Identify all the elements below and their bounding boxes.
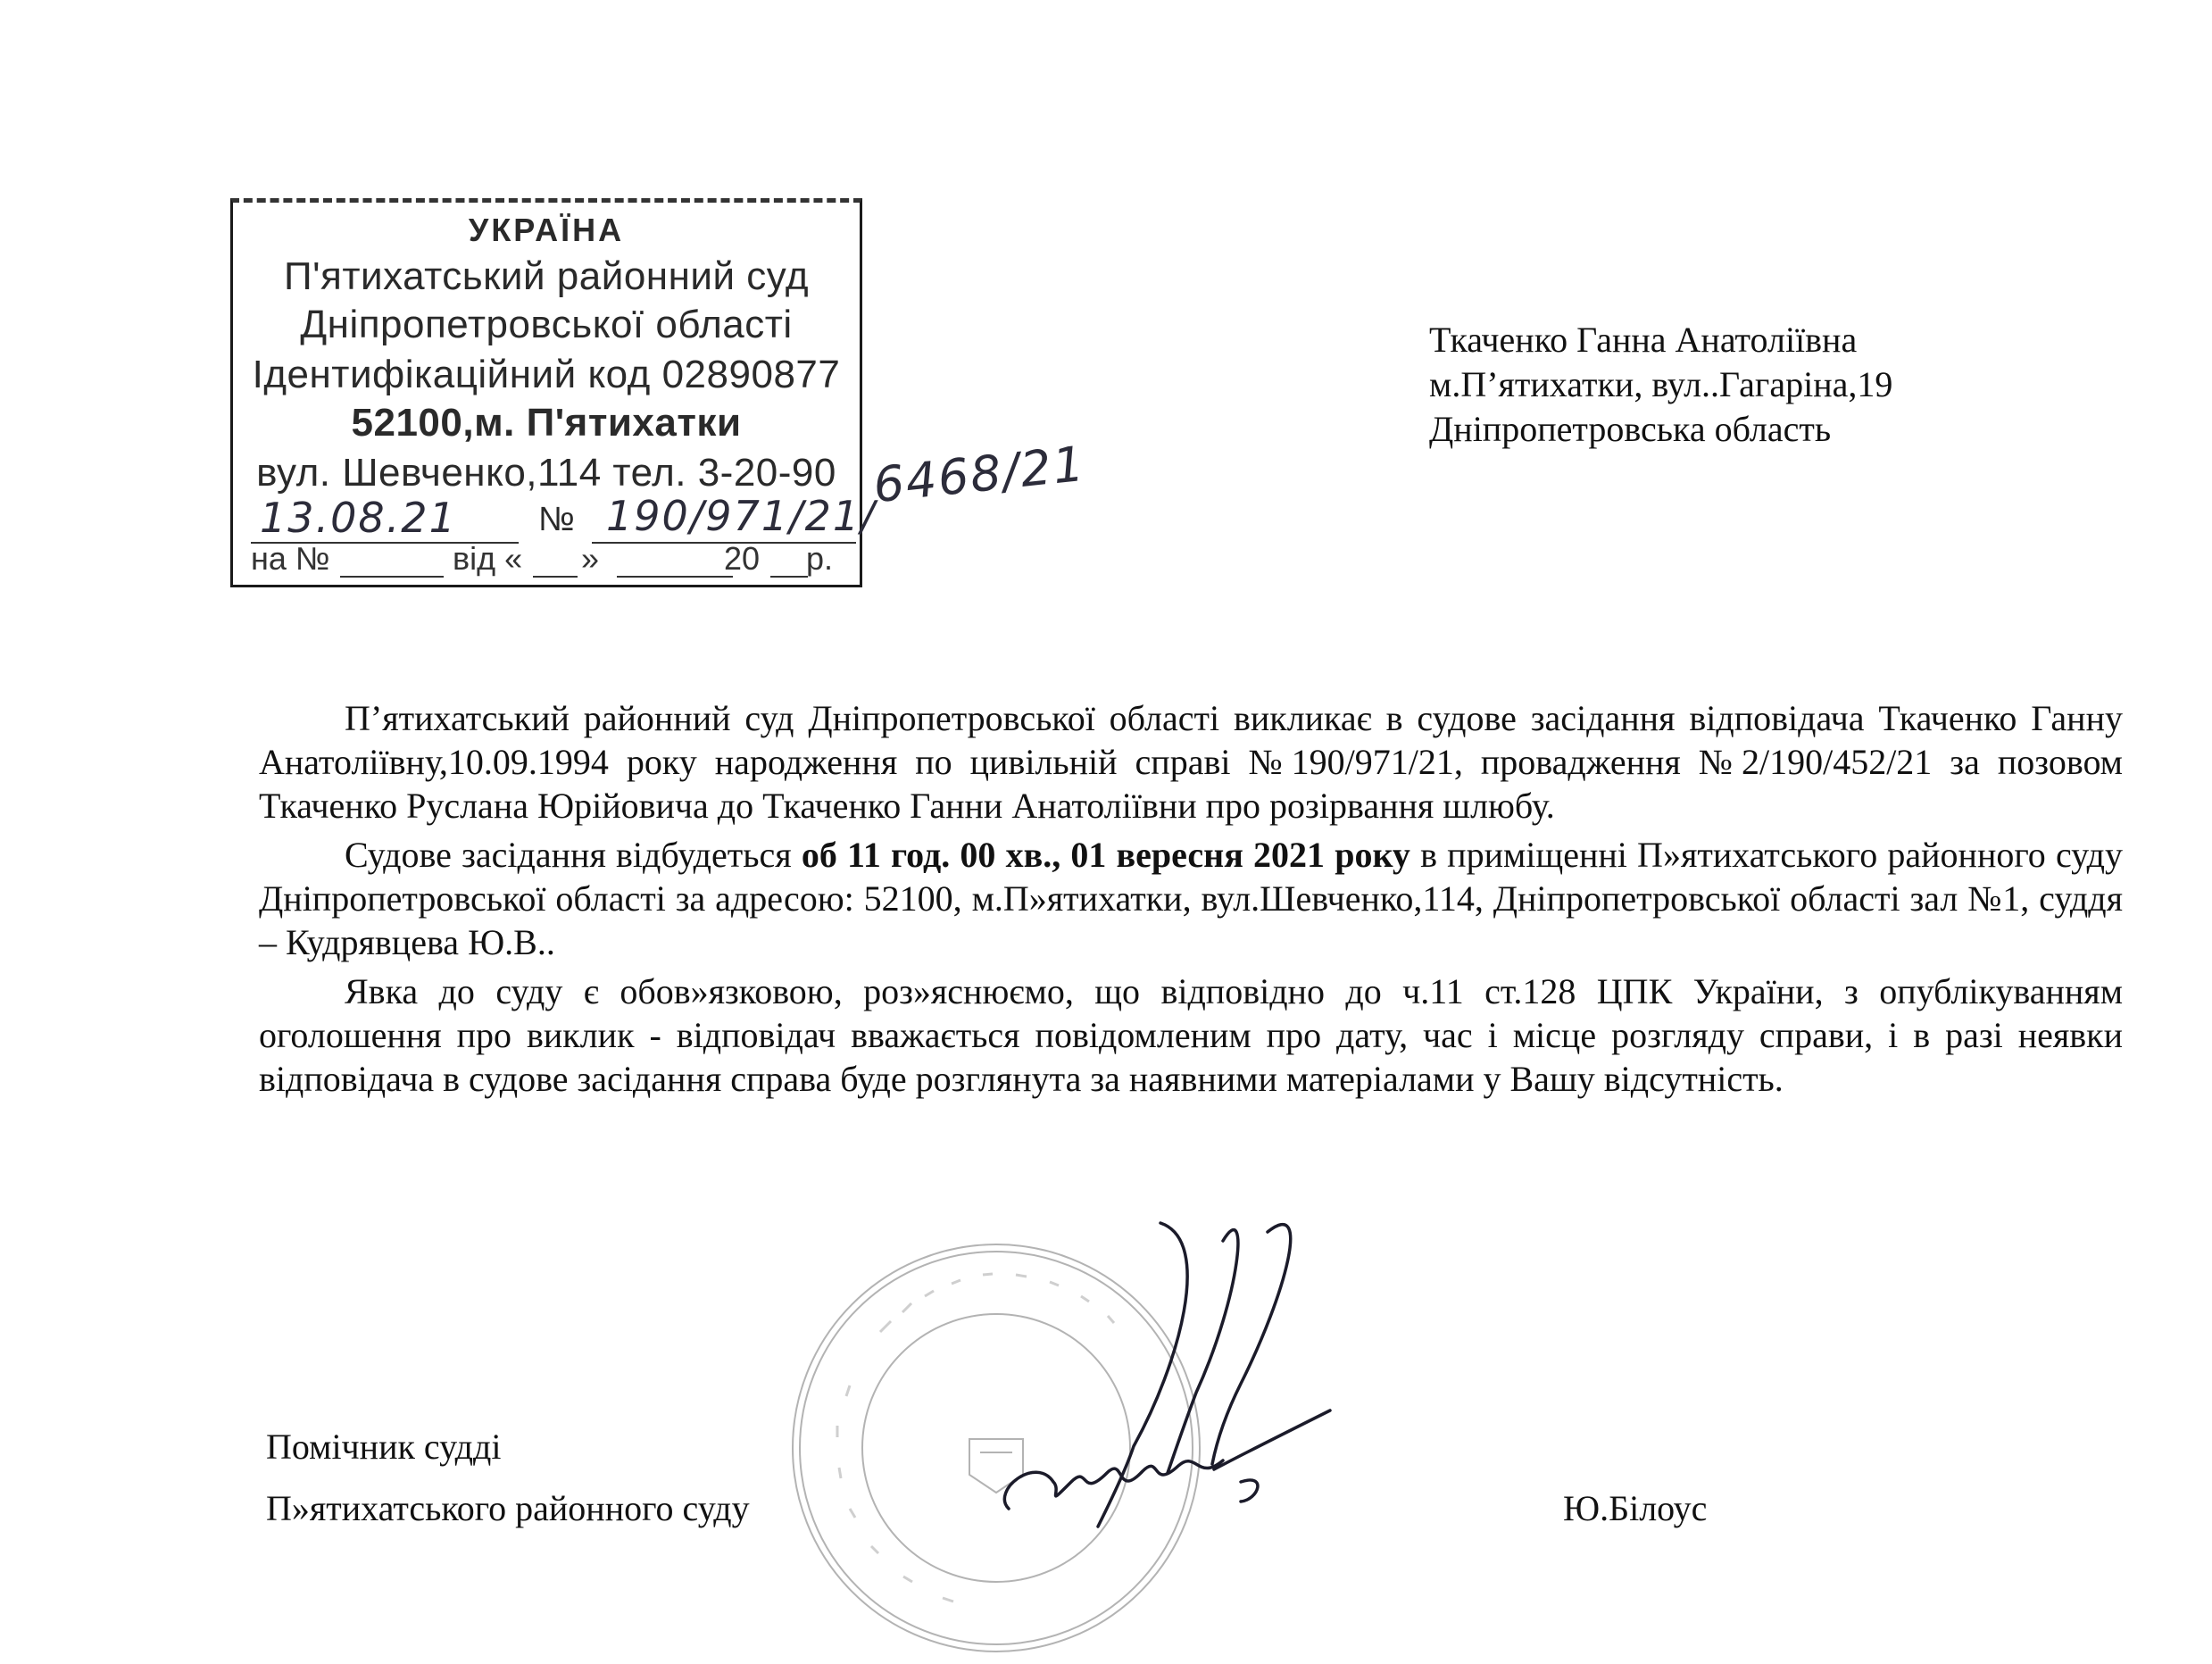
stamp-city: 52100,м. П'ятихатки bbox=[351, 401, 742, 445]
stamp-ref-underline-1 bbox=[340, 576, 444, 578]
addressee-name: Ткаченко Ганна Анатоліївна bbox=[1429, 320, 1858, 360]
registration-stamp bbox=[230, 198, 877, 587]
paragraph-hearing-time bbox=[259, 833, 2123, 964]
stamp-ref-underline-2 bbox=[533, 576, 578, 578]
signer-position-line-1: Помічник судді bbox=[266, 1427, 502, 1467]
stamp-handwritten-number-continued: 6468/21 bbox=[870, 435, 1088, 514]
stamp-reference-close: » bbox=[581, 540, 600, 577]
stamp-handwritten-date: 13.08.21 bbox=[260, 494, 457, 542]
stamp-country: УКРАЇНА bbox=[468, 212, 625, 248]
stamp-court-name: П'ятихатський районний суд bbox=[284, 254, 809, 298]
addressee-block bbox=[1429, 318, 1892, 452]
stamp-street: вул. Шевченко,114 тел. 3-20-90 bbox=[256, 451, 836, 495]
stamp-reference-from: від « bbox=[453, 540, 523, 577]
signature-stroke-4 bbox=[1004, 1460, 1223, 1509]
stamp-reference-label: на № bbox=[251, 540, 330, 577]
stamp-ref-underline-4 bbox=[770, 576, 808, 578]
signature-stroke-2 bbox=[1168, 1230, 1238, 1473]
signer-name: Ю.Білоус bbox=[1563, 1488, 1708, 1528]
hearing-datetime: об 11 год. 00 хв., 01 вересня 2021 року bbox=[801, 835, 1410, 875]
paragraph-summons: П’ятихатський районний суд Дніпропетровської області викликає в судове засідання відповідача Ткаченко Ганну Анатоліївну,10.09.1994 року народження по цивільній справі №190/971/21, провадження №2/190/452/21 за позовом Ткаченко Руслана Юрійовича до Ткаченко Ганни Анатоліївни про розірвання шлюбу. bbox=[259, 698, 2123, 826]
addressee-address: м.П’ятихатки, вул..Гагаріна,19 bbox=[1429, 364, 1893, 404]
signature-stroke-1 bbox=[1098, 1223, 1187, 1527]
hearing-text-after: в приміщенні П»ятихатського районного суду Дніпропетровської області за адресою: 52100, м.П»ятихатки, вул.Шевченко,114, Дніпропетровської області зал №1, суддя – Кудрявцева Ю.В.. bbox=[259, 835, 2123, 962]
signature-stroke-6 bbox=[1241, 1480, 1258, 1502]
letter-body bbox=[259, 696, 2123, 1106]
stamp-reference-year-suffix: р. bbox=[806, 540, 834, 577]
paragraph-attendance: Явка до суду є обов»язковою, роз»яснюємо, що відповідно до ч.11 ст.128 ЦПК України, з опублікуванням оголошення про виклик - відповідач вважається повідомленим про дату, час і місце розгляду справи, і в разі неявки відповідача в судове засідання справа буде розглянута за наявними матеріалами у Вашу відсутність. bbox=[259, 971, 2123, 1099]
signer-position-line-2: П»ятихатського районного суду bbox=[266, 1488, 750, 1528]
signature-stroke-5 bbox=[1214, 1410, 1330, 1469]
signature-stroke-3 bbox=[1212, 1225, 1291, 1464]
stamp-date-number-row bbox=[242, 492, 877, 544]
stamp-region: Дніпропетровської області bbox=[300, 303, 793, 346]
stamp-reference-year: 20 bbox=[724, 540, 761, 577]
stamp-handwritten-number: 190/971/21/ bbox=[606, 492, 877, 540]
stamp-id-code: Ідентифікаційний код 02890877 bbox=[252, 353, 841, 396]
stamp-number-label: № bbox=[538, 501, 575, 538]
handwritten-signature bbox=[955, 1187, 1419, 1562]
addressee-region: Дніпропетровська область bbox=[1429, 409, 1832, 449]
stamp-ref-underline-3 bbox=[617, 576, 733, 578]
hearing-text-before: Судове засідання відбудеться bbox=[345, 835, 802, 875]
